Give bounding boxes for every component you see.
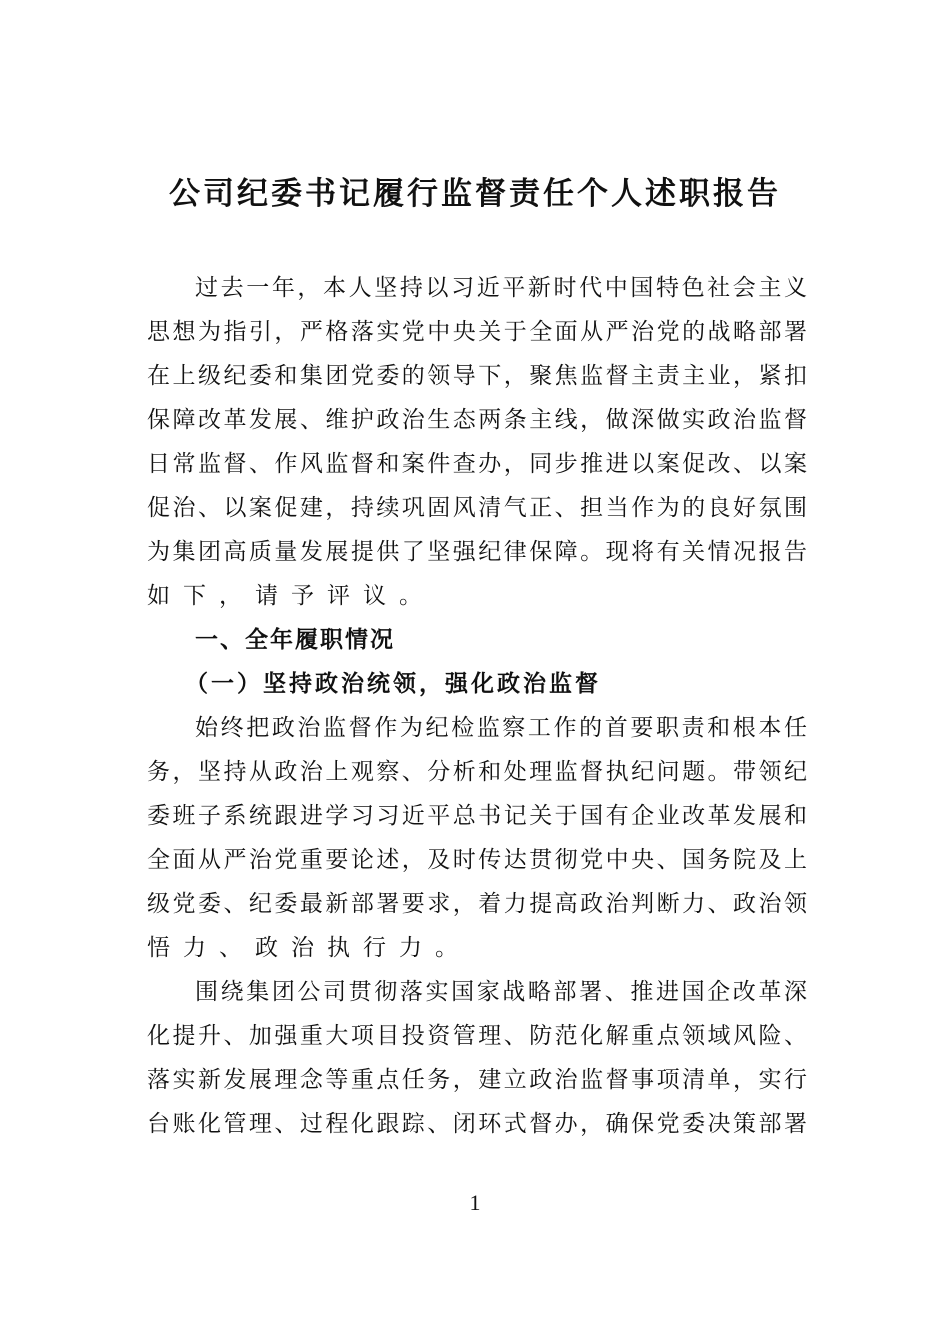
document-title: 公司纪委书记履行监督责任个人述职报告 bbox=[169, 176, 781, 212]
text-line: 促治、以案促建，持续巩固风清气正、担当作为的良好氛围 bbox=[147, 495, 807, 521]
section-heading bbox=[147, 618, 807, 662]
text-line: 如下，请予评议。 bbox=[147, 583, 435, 609]
text-line: 思想为指引，严格落实党中央关于全面从严治党的战略部署 bbox=[147, 319, 807, 345]
text-line: 级党委、纪委最新部署要求，着力提高政治判断力、政治领 bbox=[147, 891, 807, 917]
paragraph bbox=[147, 266, 807, 618]
paragraph bbox=[147, 706, 807, 970]
text-line: 一、全年履职情况 bbox=[195, 627, 395, 653]
text-line: 化提升、加强重大项目投资管理、防范化解重点领域风险、 bbox=[147, 1023, 807, 1049]
text-line: 始终把政治监督作为纪检监察工作的首要职责和根本任 bbox=[195, 715, 807, 741]
text-line: 保障改革发展、维护政治生态两条主线，做深做实政治监督 bbox=[147, 407, 807, 433]
text-line: 悟力、政治执行力。 bbox=[147, 935, 471, 961]
subsection-heading bbox=[147, 662, 807, 706]
document-body bbox=[147, 266, 807, 1146]
text-line: 在上级纪委和集团党委的领导下，聚焦监督主责主业，紧扣 bbox=[147, 363, 807, 389]
text-line: 台账化管理、过程化跟踪、闭环式督办，确保党委决策部署 bbox=[147, 1111, 807, 1137]
page-number: 1 bbox=[469, 1190, 481, 1215]
text-line: 围绕集团公司贯彻落实国家战略部署、推进国企改革深 bbox=[195, 979, 807, 1005]
text-line: 委班子系统跟进学习习近平总书记关于国有企业改革发展和 bbox=[147, 803, 807, 829]
text-line: 为集团高质量发展提供了坚强纪律保障。现将有关情况报告 bbox=[147, 539, 807, 565]
text-line: 过去一年，本人坚持以习近平新时代中国特色社会主义 bbox=[195, 275, 807, 301]
text-line: 落实新发展理念等重点任务，建立政治监督事项清单，实行 bbox=[147, 1067, 807, 1093]
text-line: （一）坚持政治统领，强化政治监督 bbox=[185, 670, 601, 697]
text-line: 全面从严治党重要论述，及时传达贯彻党中央、国务院及上 bbox=[147, 847, 807, 873]
text-line: 务，坚持从政治上观察、分析和处理监督执纪问题。带领纪 bbox=[147, 759, 807, 785]
text-line: 日常监督、作风监督和案件查办，同步推进以案促改、以案 bbox=[147, 451, 807, 477]
paragraph bbox=[147, 970, 807, 1146]
